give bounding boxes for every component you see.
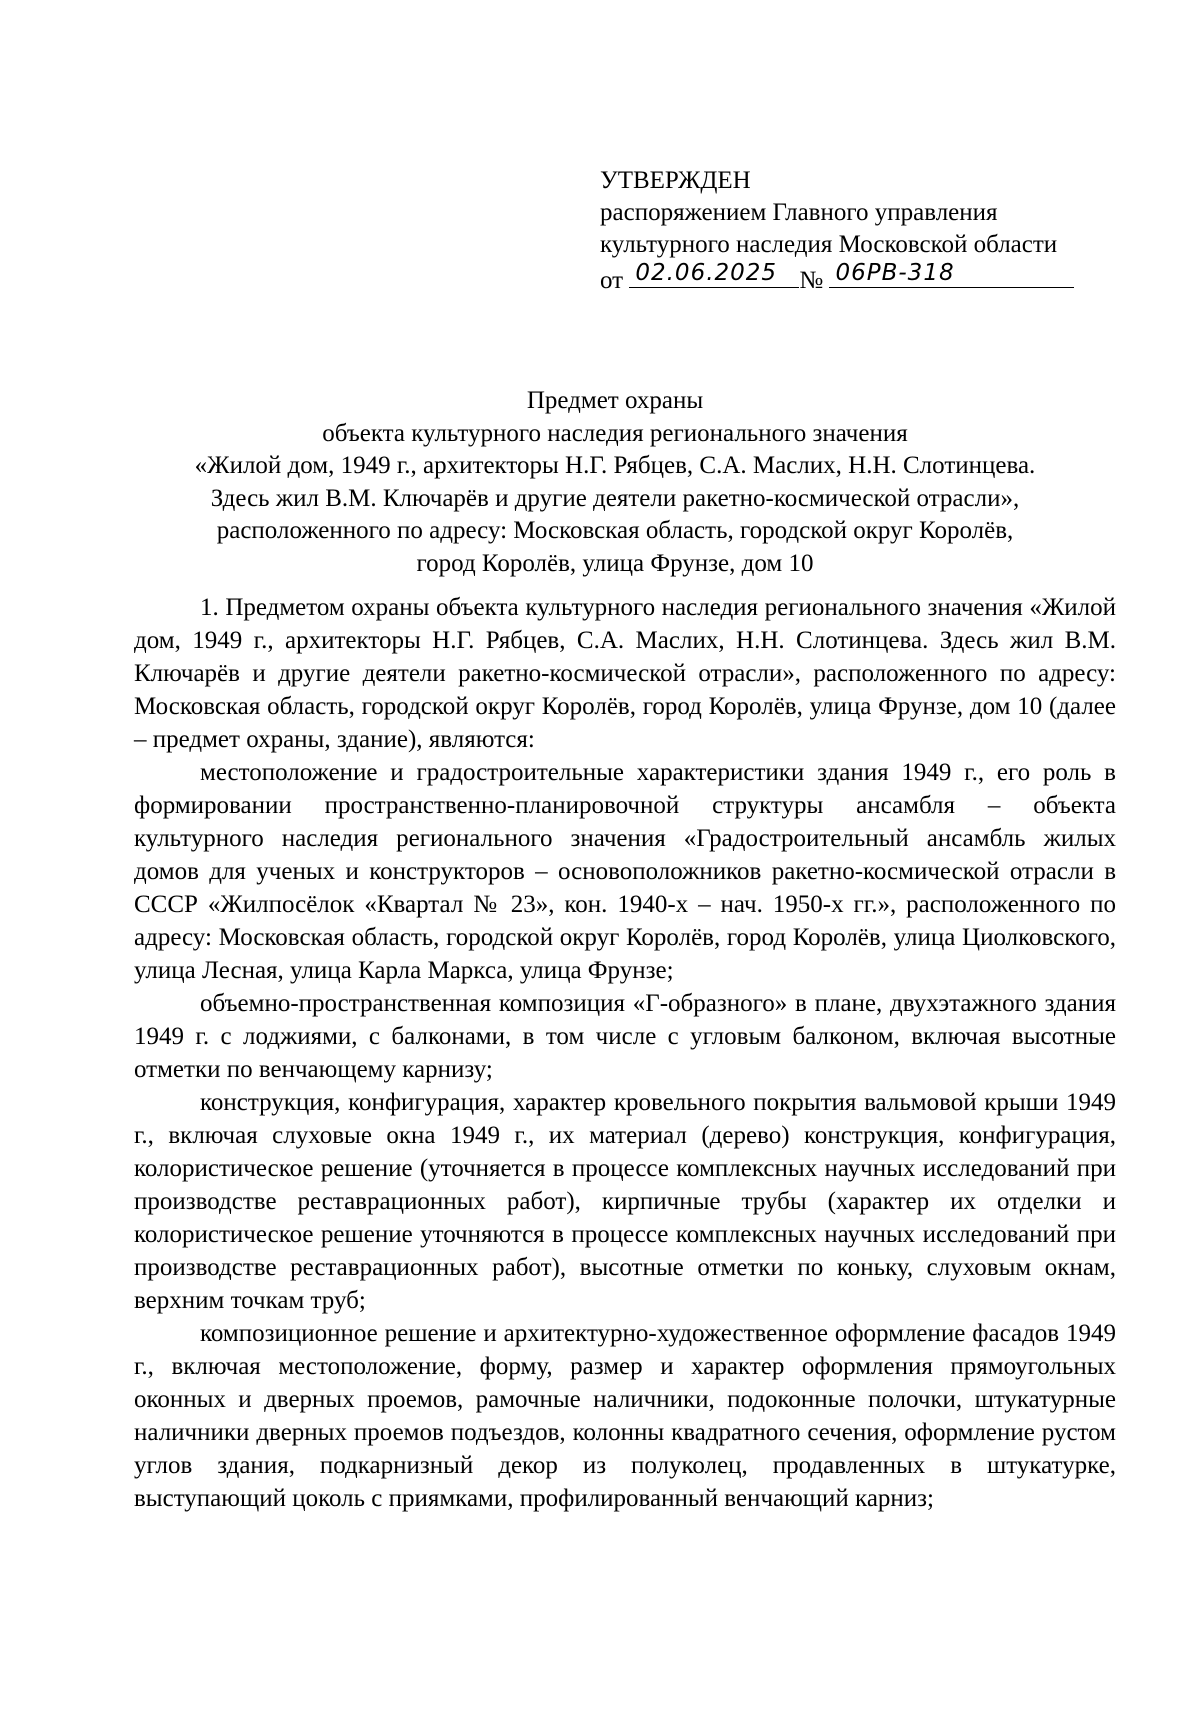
document-title	[120, 385, 1110, 580]
approval-heading: УТВЕРЖДЕН	[600, 167, 751, 194]
number-sign: №	[799, 267, 824, 294]
date-field	[629, 261, 799, 288]
paragraph-4: конструкция, конфигурация, характер кровельного покрытия вальмовой крыши 1949 г., включая слуховые окна 1949 г., их материал (дерево) конструкция, конфигурация, колористическое решение (уточняется в процессе комплексных научных исследований при производстве реставрационных работ), кирпичные трубы (характер их отделки и колористическое решение уточняются в процессе комплексных научных исследований при производстве реставрационных работ), высотные отметки по коньку, слуховым окнам, верхним точкам труб;	[134, 1089, 1116, 1314]
approval-line-2: культурного наследия Московской области	[600, 231, 1058, 258]
approval-line-1: распоряжением Главного управления	[600, 199, 998, 226]
title-line-3: «Жилой дом, 1949 г., архитекторы Н.Г. Рябцев, С.А. Маслих, Н.Н. Слотинцева.	[194, 452, 1036, 479]
title-line-5: расположенного по адресу: Московская область, городской округ Королёв,	[216, 517, 1014, 544]
paragraph-5: композиционное решение и архитектурно-художественное оформление фасадов 1949 г., включая местоположение, форму, размер и характер оформления прямоугольных оконных и дверных проемов, рамочные наличники, подоконные полочки, штукатурные наличники дверных проемов подъездов, колонны квадратного сечения, оформление рустом углов здания, подкарнизный декор из полуколец, продавленных в штукатурке, выступающий цоколь с приямками, профилированный венчающий карниз;	[134, 1320, 1116, 1512]
paragraph-3: объемно-пространственная композиция «Г-образного» в плане, двухэтажного здания 1949 г. с лоджиями, с балконами, в том числе с угловым балконом, включая высотные отметки по венчающему карнизу;	[134, 990, 1116, 1083]
paragraph-2: местоположение и градостроительные характеристики здания 1949 г., его роль в формировании пространственно-планировочной структуры ансамбля – объекта культурного наследия регионального значения «Градостроительный ансамбль жилых домов для ученых и конструкторов – основоположников ракетно-космической отрасли в СССР «Жилпосёлок «Квартал № 23», кон. 1940-х – нач. 1950-х гг.», расположенного по адресу: Московская область, городской округ Королёв, город Королёв, улица Циолковского, улица Лесная, улица Карла Маркса, улица Фрунзе;	[134, 759, 1116, 984]
date-value: 02.06.2025	[635, 260, 778, 286]
document-body	[134, 591, 1116, 1515]
approval-block	[600, 165, 1120, 297]
title-line-6: город Королёв, улица Фрунзе, дом 10	[416, 549, 814, 577]
number-field	[829, 261, 1074, 288]
date-prefix: от	[600, 267, 624, 294]
title-line-4: Здесь жил В.М. Ключарёв и другие деятели ракетно-космической отрасли»,	[210, 484, 1020, 512]
paragraph-1: 1. Предметом охраны объекта культурного наследия регионального значения «Жилой дом, 1949 г., архитекторы Н.Г. Рябцев, С.А. Маслих, Н.Н. Слотинцева. Здесь жил В.М. Ключарёв и другие деятели ракетно-космической отрасли», расположенного по адресу: Московская область, городской округ Королёв, город Королёв, улица Фрунзе, дом 10 (далее – предмет охраны, здание), являются:	[134, 594, 1116, 753]
title-line-1: Предмет охраны	[526, 387, 704, 414]
approval-date-line	[600, 261, 1120, 297]
title-line-2: объекта культурного наследия регионального значения	[322, 419, 908, 447]
number-value: 06РВ-318	[835, 260, 955, 286]
